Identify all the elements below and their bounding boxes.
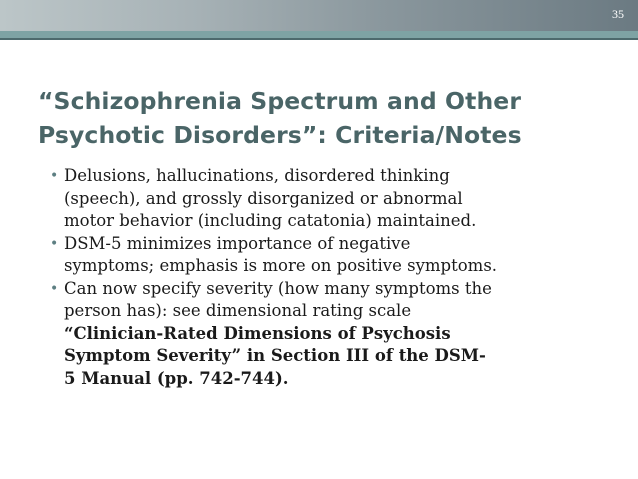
slide-title-line-1: “Schizophrenia Spectrum and Other [38, 87, 522, 115]
bullet-item-2 [50, 233, 620, 278]
header-accent-line [0, 38, 638, 40]
bullet-dot-icon: • [50, 235, 59, 252]
bullet-2-line-1: DSM-5 minimizes importance of negative [64, 233, 411, 253]
bullet-dot-icon: • [50, 280, 59, 297]
bullet-1-line-3: motor behavior (including catatonia) maintained. [64, 211, 477, 230]
slide-title [38, 84, 618, 152]
bullet-1-line-1: Delusions, hallucinations, disordered thinking [64, 166, 450, 185]
bullet-3-bold-line-1: “Clinician-Rated Dimensions of Psychosis [64, 323, 451, 343]
slide-title-line-2: Psychotic Disorders”: Criteria/Notes [38, 121, 522, 149]
bullet-list [50, 165, 620, 390]
bullet-item-3 [50, 278, 620, 391]
header-accent-stripe [0, 31, 638, 38]
bullet-3-bold-line-3: 5 Manual (pp. 742-744). [64, 368, 289, 388]
bullet-3-line-2: person has): see dimensional rating scale [64, 301, 412, 320]
bullet-dot-icon: • [50, 168, 59, 184]
header-bar [0, 0, 638, 31]
bullet-1-line-2: (speech), and grossly disorganized or abnormal [64, 188, 463, 208]
bullet-3-bold-line-2: Symptom Severity” in Section III of the DSM- [64, 346, 486, 365]
bullet-3-line-1: Can now specify severity (how many symptoms the [64, 278, 492, 298]
bullet-2-line-2: symptoms; emphasis is more on positive symptoms. [64, 256, 498, 275]
slide-number: 35 [612, 7, 624, 21]
bullet-item-1 [50, 165, 620, 233]
